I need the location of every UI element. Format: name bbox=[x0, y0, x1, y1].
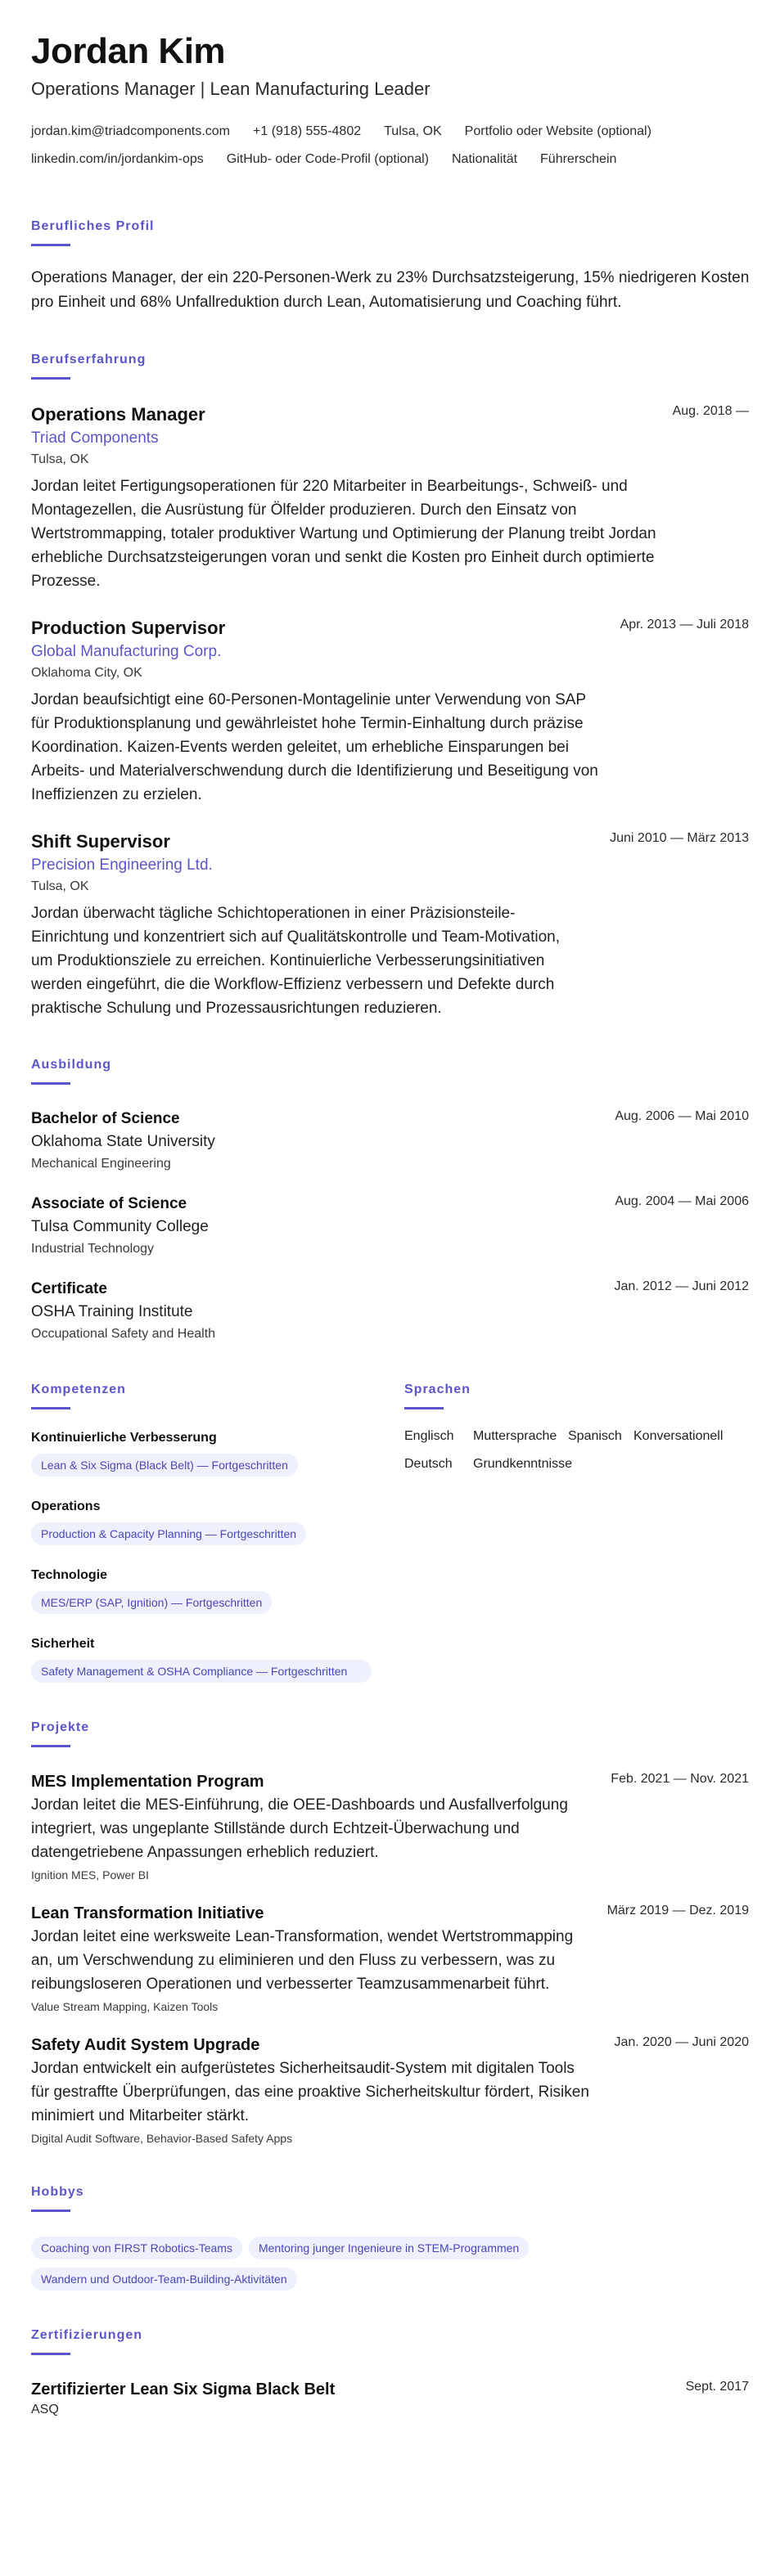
contact-github[interactable]: GitHub- oder Code-Profil (optional) bbox=[226, 152, 429, 166]
section-divider bbox=[31, 1745, 70, 1747]
job-description: Jordan beaufsichtigt eine 60-Personen-Montagelinie unter Verwendung von SAP für Produktionsplanung und gewährleistet hohe Termin-Einhaltung durch präzise Koordination. Kaizen-Events werden geleitet, um erhebliche Einsparungen bei Arbeits- und Materialverschwendung durch die Identifizierung und Beseitigung von Ineffizienzen zu erzielen. bbox=[31, 691, 598, 803]
certification-name: Zertifizierter Lean Six Sigma Black Belt bbox=[31, 2380, 336, 2398]
section-title-certifications: Zertifizierungen bbox=[31, 2328, 143, 2342]
skill-category: Sicherheit bbox=[31, 1637, 95, 1651]
job-dates: Juni 2010 — März 2013 bbox=[610, 831, 749, 845]
languages-section bbox=[404, 1381, 748, 1683]
degree-title: Certificate bbox=[31, 1280, 107, 1297]
education-dates: Jan. 2012 — Juni 2012 bbox=[614, 1279, 749, 1293]
field-of-study: Mechanical Engineering bbox=[31, 1157, 171, 1171]
project-name: Safety Audit System Upgrade bbox=[31, 2036, 260, 2054]
degree-title: Bachelor of Science bbox=[31, 1110, 180, 1127]
hobby-chip: Mentoring junger Ingenieure in STEM-Programmen bbox=[249, 2237, 529, 2259]
job-location: Tulsa, OK bbox=[31, 452, 89, 466]
experience-entry bbox=[31, 829, 749, 1020]
job-company: Triad Components bbox=[31, 429, 159, 447]
language-level: Grundkenntnisse bbox=[473, 1457, 572, 1471]
field-of-study: Industrial Technology bbox=[31, 1242, 155, 1256]
language-name: Spanisch bbox=[568, 1429, 622, 1443]
institution-name: OSHA Training Institute bbox=[31, 1303, 193, 1320]
hobbies-section bbox=[31, 2183, 749, 2291]
certification-issuer: ASQ bbox=[31, 2403, 59, 2416]
projects-section bbox=[31, 1719, 749, 2147]
contact-nationality: Nationalität bbox=[451, 152, 518, 166]
skill-chip: Production & Capacity Planning — Fortgeschritten bbox=[31, 1522, 306, 1545]
skill-chip: MES/ERP (SAP, Ignition) — Fortgeschritten bbox=[31, 1591, 272, 1614]
language-name: Deutsch bbox=[404, 1457, 453, 1471]
section-title-education: Ausbildung bbox=[31, 1058, 111, 1072]
project-entry bbox=[31, 1902, 749, 2016]
project-entry bbox=[31, 1770, 749, 1884]
hobby-chip: Coaching von FIRST Robotics-Teams bbox=[31, 2237, 242, 2259]
experience-entry bbox=[31, 402, 749, 593]
job-title: Shift Supervisor bbox=[31, 831, 170, 852]
certifications-section bbox=[31, 2326, 749, 2419]
profile-summary: Operations Manager, der ein 220-Personen-Werk zu 23% Durchsatzsteigerung, 15% niedrigeren Kosten pro Einheit und 68% Unfallreduktion durch Lean, Automatisierung und Coaching führt. bbox=[31, 269, 750, 311]
language-level: Konversationell bbox=[633, 1429, 724, 1443]
contact-drivers-license: Führerschein bbox=[540, 152, 617, 166]
job-location: Oklahoma City, OK bbox=[31, 666, 142, 680]
section-divider bbox=[31, 2353, 70, 2355]
skill-category: Operations bbox=[31, 1499, 101, 1513]
project-description: Jordan entwickelt ein aufgerüstetes Sicherheitsaudit-System mit digitalen Tools für gestraffte Überprüfungen, das eine proaktive Sicherheitskultur fördert, Risiken minimiert und Mitarbeiter stärkt. bbox=[31, 2060, 589, 2124]
project-description: Jordan leitet eine werksweite Lean-Transformation, wendet Wertstrommapping an, um Verschwendung zu eliminieren und den Fluss zu verbessern, was zu reibungsloseren Operationen und verbesserter Teamzusammenarbeit führt. bbox=[31, 1928, 574, 1993]
skills-languages-row bbox=[31, 1381, 749, 1683]
job-dates: Apr. 2013 — Juli 2018 bbox=[620, 618, 749, 632]
education-entry bbox=[31, 1193, 749, 1260]
contact-portfolio[interactable]: Portfolio oder Website (optional) bbox=[464, 124, 652, 138]
job-company: Global Manufacturing Corp. bbox=[31, 643, 222, 660]
skills-section bbox=[31, 1381, 404, 1683]
institution-name: Oklahoma State University bbox=[31, 1133, 215, 1150]
section-title-experience: Berufserfahrung bbox=[31, 353, 147, 366]
skill-category: Kontinuierliche Verbesserung bbox=[31, 1431, 217, 1445]
certification-date: Sept. 2017 bbox=[685, 2380, 749, 2394]
project-dates: Jan. 2020 — Juni 2020 bbox=[614, 2035, 749, 2049]
section-title-projects: Projekte bbox=[31, 1720, 90, 1734]
job-location: Tulsa, OK bbox=[31, 879, 89, 893]
candidate-name: Jordan Kim bbox=[31, 31, 226, 71]
project-entry bbox=[31, 2034, 749, 2147]
project-description: Jordan leitet die MES-Einführung, die OEE-Dashboards und Ausfallverfolgung integriert, was ungeplante Stillstände durch Echtzeit-Überwachung und datengetriebene Anpassungen erheblich reduziert. bbox=[31, 1796, 568, 1861]
institution-name: Tulsa Community College bbox=[31, 1218, 209, 1235]
skills-list bbox=[31, 1429, 404, 1683]
section-divider bbox=[31, 377, 70, 380]
field-of-study: Occupational Safety and Health bbox=[31, 1327, 216, 1341]
languages-list bbox=[404, 1429, 748, 1472]
project-dates: März 2019 — Dez. 2019 bbox=[606, 1904, 749, 1917]
degree-title: Associate of Science bbox=[31, 1195, 187, 1212]
skill-category: Technologie bbox=[31, 1568, 108, 1582]
section-divider bbox=[31, 1082, 70, 1085]
language-level: Muttersprache bbox=[473, 1429, 557, 1443]
job-title: Production Supervisor bbox=[31, 618, 226, 638]
section-divider bbox=[31, 244, 70, 246]
job-company: Precision Engineering Ltd. bbox=[31, 856, 213, 874]
job-description: Jordan überwacht tägliche Schichtoperationen in einer Präzisionsteile-Einrichtung und konzentriert sich auf Qualitätskontrolle und Team-Motivation, um Produktionsziele zu erreichen. Kontinuierliche Verbesserungsinitiativen werden eingeführt, die die Workflow-Effizienz verbessern und Defekte durch praktische Schulung und Prozessausrichtungen reduzieren. bbox=[31, 905, 560, 1017]
resume-header bbox=[31, 29, 749, 173]
skill-chip: Safety Management & OSHA Compliance — Fortgeschritten bbox=[31, 1660, 372, 1683]
education-dates: Aug. 2006 — Mai 2010 bbox=[615, 1109, 749, 1123]
section-divider bbox=[31, 2210, 70, 2212]
hobbies-list bbox=[31, 2228, 653, 2291]
job-title: Operations Manager bbox=[31, 404, 205, 425]
candidate-headline: Operations Manager | Lean Manufacturing Leader bbox=[31, 79, 431, 99]
contact-list bbox=[31, 118, 735, 173]
section-title-languages: Sprachen bbox=[404, 1382, 471, 1396]
section-title-profile: Berufliches Profil bbox=[31, 219, 155, 233]
section-divider bbox=[404, 1407, 444, 1409]
profile-section bbox=[31, 218, 749, 315]
education-section bbox=[31, 1056, 749, 1345]
skill-chip: Lean & Six Sigma (Black Belt) — Fortgeschritten bbox=[31, 1454, 298, 1477]
project-name: Lean Transformation Initiative bbox=[31, 1904, 264, 1922]
project-tech: Ignition MES, Power BI bbox=[31, 1868, 149, 1881]
contact-location: Tulsa, OK bbox=[384, 124, 442, 138]
contact-email[interactable]: jordan.kim@triadcomponents.com bbox=[31, 124, 231, 138]
experience-entry bbox=[31, 616, 749, 807]
section-divider bbox=[31, 1407, 70, 1409]
project-name: MES Implementation Program bbox=[31, 1773, 264, 1791]
section-title-hobbies: Hobbys bbox=[31, 2185, 84, 2199]
certification-entry bbox=[31, 2378, 749, 2419]
education-entry bbox=[31, 1278, 749, 1345]
contact-phone[interactable]: +1 (918) 555-4802 bbox=[253, 124, 362, 138]
project-dates: Feb. 2021 — Nov. 2021 bbox=[611, 1772, 749, 1786]
education-entry bbox=[31, 1108, 749, 1175]
contact-linkedin[interactable]: linkedin.com/in/jordankim-ops bbox=[31, 152, 204, 166]
job-dates: Aug. 2018 — bbox=[672, 404, 749, 418]
project-tech: Digital Audit Software, Behavior-Based Safety Apps bbox=[31, 2132, 293, 2145]
project-tech: Value Stream Mapping, Kaizen Tools bbox=[31, 2000, 219, 2013]
job-description: Jordan leitet Fertigungsoperationen für 220 Mitarbeiter in Bearbeitungs-, Schweiß- und Montagezellen, die Ausrüstung für Ölfelder produzieren. Durch den Einsatz von Wertstrommapping, totaler produktiver Wartung und Optimierung der Planung treibt Jordan erhebliche Durchsatzsteigerungen voran und senkt die Kosten pro Einheit durch optimierte Prozesse. bbox=[31, 478, 656, 590]
section-title-skills: Kompetenzen bbox=[31, 1382, 126, 1396]
experience-section bbox=[31, 351, 749, 1020]
education-dates: Aug. 2004 — Mai 2006 bbox=[615, 1194, 749, 1208]
hobby-chip: Wandern und Outdoor-Team-Building-Aktivitäten bbox=[31, 2268, 297, 2291]
language-name: Englisch bbox=[404, 1429, 454, 1443]
